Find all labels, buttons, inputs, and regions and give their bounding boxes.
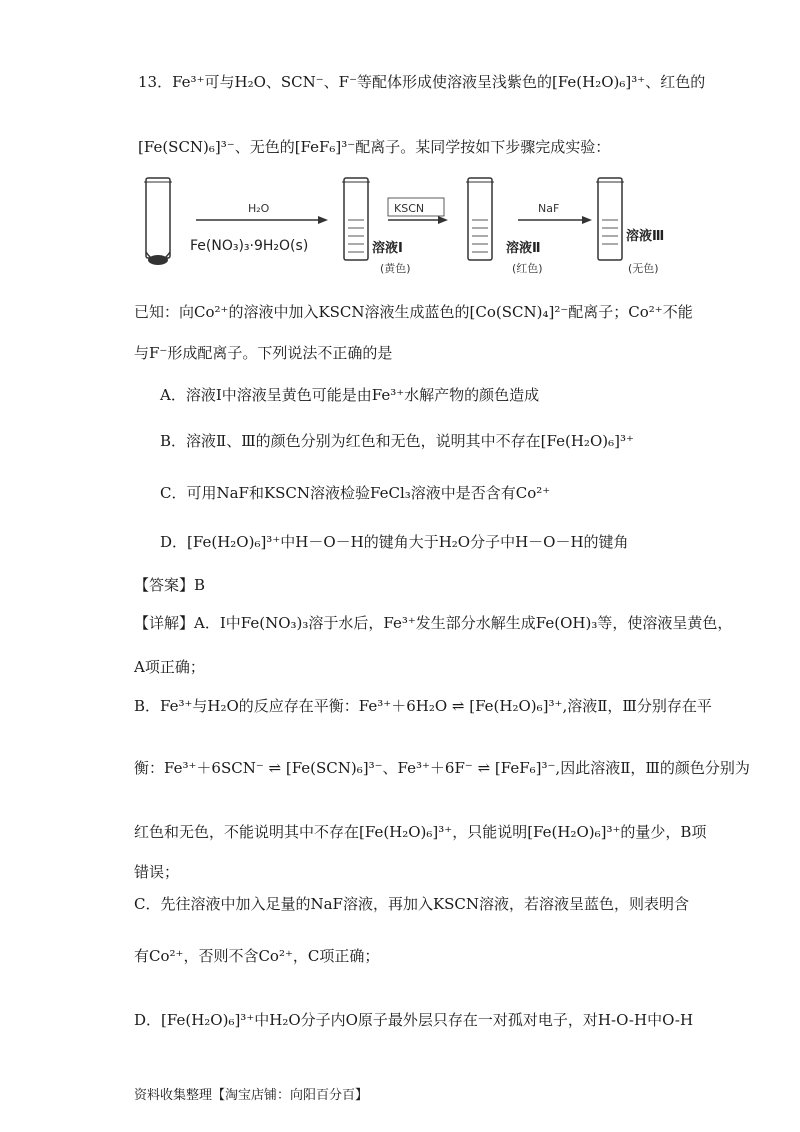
reagent-2-label: KSCN [394,202,425,215]
test-tube-solution-3 [596,178,624,260]
test-tube-solid [144,178,172,265]
detail-line-1: 【详解】A．Ⅰ中Fe(NO₃)₃溶于水后，Fe³⁺发生部分水解生成Fe(OH)₃等，使溶液呈黄色， [134,614,733,632]
known-line-2: 与F⁻形成配离子。下列说法不正确的是 [134,344,393,362]
option-a: A．溶液Ⅰ中溶液呈黄色可能是由Fe³⁺水解产物的颜色造成 [160,386,540,404]
option-d: D．[Fe(H₂O)₆]³⁺中H－O－H的键角大于H₂O分子中H－O－H的键角 [160,533,629,551]
experiment-diagram [138,172,665,282]
detail-line-3: B．Fe³⁺与H₂O的反应存在平衡：Fe³⁺＋6H₂O ⇌ [Fe(H₂O)₆]³⁺,溶液Ⅱ，Ⅲ分别存在平 [134,697,712,715]
solution-2-color: (红色) [512,262,543,275]
detail-line-6: 错误； [134,863,180,881]
solution-1-color: (黄色) [380,262,411,275]
detail-line-8: 有Co²⁺，否则不含Co²⁺，C项正确； [134,947,380,965]
question-line-1: 13．Fe³⁺可与H₂O、SCN⁻、F⁻等配体形成使溶液呈浅紫色的[Fe(H₂O)₆]³⁺、红色的 [138,73,706,91]
solution-3-color: (无色) [628,262,659,275]
solution-1-label: 溶液Ⅰ [372,241,403,256]
detail-line-9: D．[Fe(H₂O)₆]³⁺中H₂O分子内O原子最外层只存在一对孤对电子，对H-O-H中O-H [134,1011,694,1029]
footer-source: 资料收集整理【淘宝店铺：向阳百分百】 [134,1088,369,1103]
detail-line-5: 红色和无色，不能说明其中不存在[Fe(H₂O)₆]³⁺，只能说明[Fe(H₂O)₆]³⁺的量少，B项 [134,823,707,841]
detail-line-4: 衡：Fe³⁺＋6SCN⁻ ⇌ [Fe(SCN)₆]³⁻、Fe³⁺＋6F⁻ ⇌ [FeF₆]³⁻,因此溶液Ⅱ，Ⅲ的颜色分别为 [134,759,750,777]
test-tube-solution-2 [466,178,494,260]
answer: 【答案】B [134,576,206,594]
detail-line-7: C．先往溶液中加入足量的NaF溶液，再加入KSCN溶液，若溶液呈蓝色，则表明含 [134,895,690,913]
solution-2-label: 溶液Ⅱ [506,241,541,256]
question-line-2: [Fe(SCN)₆]³⁻、无色的[FeF₆]³⁻配离子。某同学按如下步骤完成实验： [138,138,611,156]
option-b: B．溶液Ⅱ、Ⅲ的颜色分别为红色和无色，说明其中不存在[Fe(H₂O)₆]³⁺ [160,432,634,450]
detail-line-2: A项正确； [134,658,205,676]
option-c: C．可用NaF和KSCN溶液检验FeCl₃溶液中是否含有Co²⁺ [160,484,551,502]
solution-3-label: 溶液Ⅲ [626,229,665,244]
reagent-1-label: H₂O [248,202,270,215]
known-line-1: 已知：向Co²⁺的溶液中加入KSCN溶液生成蓝色的[Co(SCN)₄]²⁻配离子；Co²⁺不能 [134,303,693,321]
solid-label: Fe(NO₃)₃·9H₂O(s) [190,238,309,254]
experiment-figure [138,172,665,282]
reagent-3-label: NaF [538,202,560,215]
test-tube-solution-1 [342,178,370,260]
